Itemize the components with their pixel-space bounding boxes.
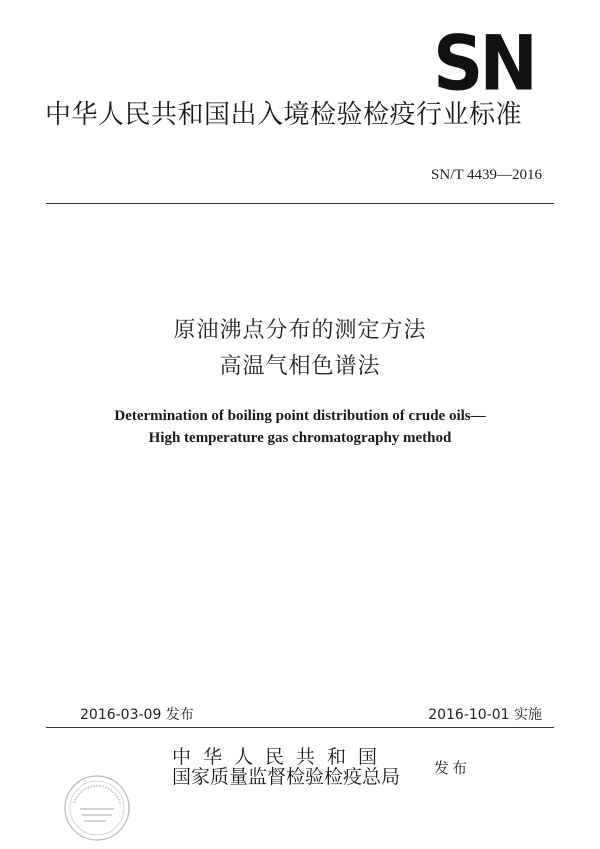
title-cn-line1: 原油沸点分布的测定方法 [173, 318, 427, 343]
sn-logo: SN [433, 19, 534, 109]
implementation-date: 2016-10-01 实施 [428, 707, 542, 723]
publish-label: 发布 [434, 759, 471, 777]
org-title: 中华人民共和国出入境检验检疫行业标准 [45, 100, 523, 130]
seal-stamp-icon [62, 773, 132, 843]
issue-date: 2016-03-09 发布 [80, 707, 194, 723]
standard-number: SN/T 4439—2016 [431, 167, 542, 183]
top-divider [46, 203, 554, 204]
issuer-line1: 中华人民共和国 [172, 746, 390, 768]
title-cn-line2: 高温气相色谱法 [219, 354, 381, 379]
title-en-line1: Determination of boiling point distribution of crude oils— [114, 408, 486, 424]
title-en-line2: High temperature gas chromatography method [148, 430, 452, 446]
issuer-line2: 国家质量监督检验检疫总局 [172, 766, 401, 788]
bottom-divider [46, 727, 554, 728]
